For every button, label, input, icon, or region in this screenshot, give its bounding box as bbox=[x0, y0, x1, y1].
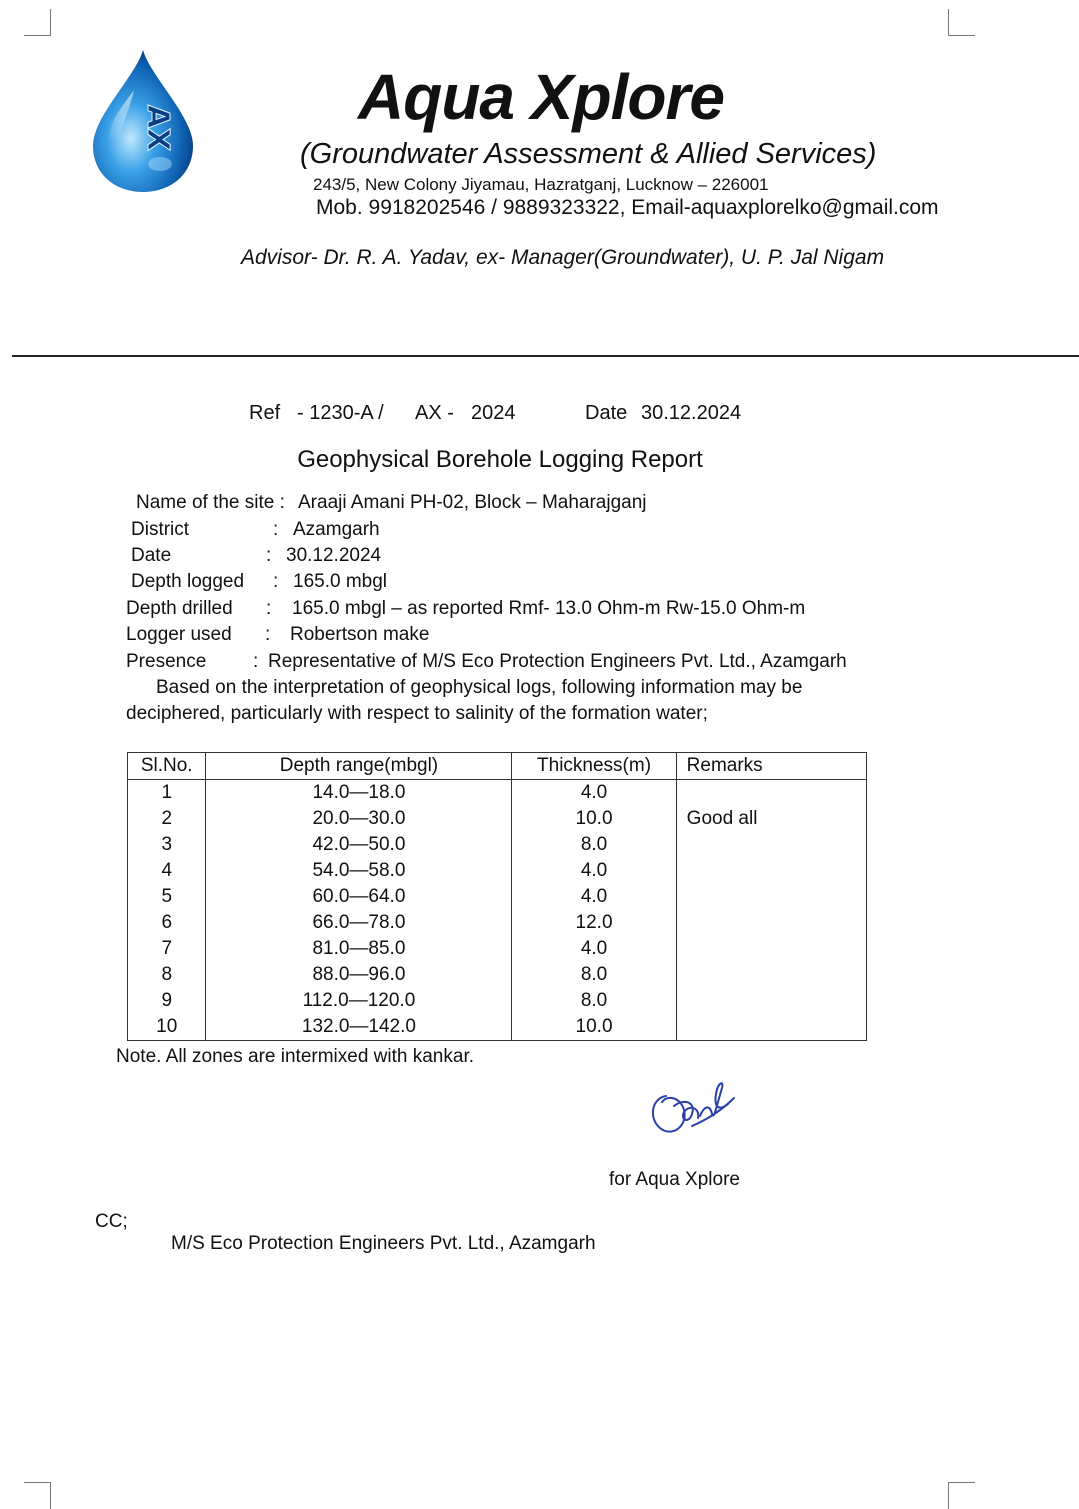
report-title: Geophysical Borehole Logging Report bbox=[297, 446, 703, 473]
cell-depth: 54.0—58.0 bbox=[206, 858, 512, 884]
table-row bbox=[128, 910, 867, 936]
cell-depth: 42.0—50.0 bbox=[206, 832, 512, 858]
cell-slno: 1 bbox=[128, 780, 206, 807]
col-header-thickness: Thickness(m) bbox=[512, 753, 676, 780]
cell-remarks bbox=[676, 910, 866, 936]
cell-depth: 66.0—78.0 bbox=[206, 910, 512, 936]
logger-value: Robertson make bbox=[290, 624, 430, 645]
cell-depth: 88.0—96.0 bbox=[206, 962, 512, 988]
depth-drilled-colon: : bbox=[266, 598, 272, 619]
logo-lettering: AX bbox=[140, 104, 175, 152]
ref-year: 2024 bbox=[471, 402, 516, 424]
ref-date: 30.12.2024 bbox=[641, 402, 742, 424]
district-label: District bbox=[131, 519, 190, 540]
cell-slno: 2 bbox=[128, 806, 206, 832]
table-row bbox=[128, 962, 867, 988]
cell-slno: 9 bbox=[128, 988, 206, 1014]
district-colon: : bbox=[273, 519, 279, 540]
date-value: 30.12.2024 bbox=[286, 545, 382, 566]
cell-thickness: 4.0 bbox=[512, 780, 676, 807]
logger-label: Logger used bbox=[126, 624, 232, 645]
table-row bbox=[128, 1014, 867, 1041]
company-tagline: (Groundwater Assessment & Allied Services) bbox=[300, 138, 877, 170]
cell-depth: 112.0—120.0 bbox=[206, 988, 512, 1014]
cell-thickness: 4.0 bbox=[512, 858, 676, 884]
crop-mark-top-left bbox=[24, 9, 51, 36]
table-header-row bbox=[128, 753, 867, 780]
cc-recipient: M/S Eco Protection Engineers Pvt. Ltd., Azamgarh bbox=[171, 1233, 596, 1254]
table-row bbox=[128, 858, 867, 884]
date-colon: : bbox=[266, 545, 272, 566]
col-header-slno: Sl.No. bbox=[128, 753, 206, 780]
depth-drilled-label: Depth drilled bbox=[126, 598, 233, 619]
table-row bbox=[128, 806, 867, 832]
crop-mark-top-right bbox=[948, 9, 975, 36]
cell-slno: 8 bbox=[128, 962, 206, 988]
ref-number: - 1230-A / bbox=[297, 402, 384, 424]
site-label: Name of the site : bbox=[136, 492, 285, 513]
cell-depth: 60.0—64.0 bbox=[206, 884, 512, 910]
depth-logged-value: 165.0 mbgl bbox=[293, 571, 388, 592]
table-row bbox=[128, 780, 867, 807]
cell-remarks bbox=[676, 780, 866, 807]
intro-line-1: Based on the interpretation of geophysical logs, following information may be bbox=[156, 677, 803, 698]
cell-thickness: 10.0 bbox=[512, 1014, 676, 1041]
note-text: Note. All zones are intermixed with kankar. bbox=[116, 1046, 475, 1067]
cell-depth: 132.0—142.0 bbox=[206, 1014, 512, 1041]
cell-thickness: 8.0 bbox=[512, 962, 676, 988]
cell-thickness: 8.0 bbox=[512, 832, 676, 858]
presence-colon: : bbox=[253, 651, 259, 672]
table-row bbox=[128, 988, 867, 1014]
intro-line-2: deciphered, particularly with respect to salinity of the formation water; bbox=[126, 703, 708, 724]
cell-depth: 20.0—30.0 bbox=[206, 806, 512, 832]
cell-thickness: 4.0 bbox=[512, 884, 676, 910]
table-row bbox=[128, 832, 867, 858]
advisor-line: Advisor- Dr. R. A. Yadav, ex- Manager(Groundwater), U. P. Jal Nigam bbox=[241, 246, 885, 269]
presence-value: Representative of M/S Eco Protection Engineers Pvt. Ltd., Azamgarh bbox=[268, 651, 847, 672]
cell-remarks bbox=[676, 962, 866, 988]
company-name: Aqua Xplore bbox=[358, 61, 724, 133]
ref-label: Ref bbox=[249, 402, 281, 424]
depth-drilled-value: 165.0 mbgl – as reported Rmf- 13.0 Ohm-m Rw-15.0 Ohm-m bbox=[292, 598, 806, 619]
depth-logged-label: Depth logged bbox=[131, 571, 245, 592]
col-header-remarks: Remarks bbox=[676, 753, 866, 780]
table-row bbox=[128, 936, 867, 962]
cell-slno: 4 bbox=[128, 858, 206, 884]
cell-thickness: 4.0 bbox=[512, 936, 676, 962]
table-row bbox=[128, 884, 867, 910]
cell-slno: 7 bbox=[128, 936, 206, 962]
signature bbox=[644, 1068, 740, 1142]
logger-colon: : bbox=[265, 624, 271, 645]
cell-remarks bbox=[676, 832, 866, 858]
header-divider bbox=[12, 355, 1079, 357]
cell-remarks bbox=[676, 858, 866, 884]
site-value: Araaji Amani PH-02, Block – Maharajganj bbox=[298, 492, 647, 513]
cell-thickness: 10.0 bbox=[512, 806, 676, 832]
company-contact: Mob. 9918202546 / 9889323322, Email-aquaxplorelko@gmail.com bbox=[316, 196, 939, 219]
company-address: 243/5, New Colony Jiyamau, Hazratganj, Lucknow – 226001 bbox=[313, 175, 769, 194]
water-drop-logo-icon bbox=[88, 46, 198, 196]
cell-depth: 81.0—85.0 bbox=[206, 936, 512, 962]
cell-remarks bbox=[676, 988, 866, 1014]
cell-slno: 5 bbox=[128, 884, 206, 910]
cell-remarks bbox=[676, 884, 866, 910]
cell-thickness: 8.0 bbox=[512, 988, 676, 1014]
col-header-depth: Depth range(mbgl) bbox=[206, 753, 512, 780]
ref-date-label: Date bbox=[585, 402, 628, 424]
cell-remarks: Good all bbox=[676, 806, 866, 832]
signoff-text: for Aqua Xplore bbox=[609, 1169, 740, 1190]
cell-remarks bbox=[676, 936, 866, 962]
cell-slno: 10 bbox=[128, 1014, 206, 1041]
cell-thickness: 12.0 bbox=[512, 910, 676, 936]
ref-ax: AX - bbox=[415, 402, 454, 424]
cell-slno: 3 bbox=[128, 832, 206, 858]
district-value: Azamgarh bbox=[293, 519, 380, 540]
cell-depth: 14.0—18.0 bbox=[206, 780, 512, 807]
cell-slno: 6 bbox=[128, 910, 206, 936]
cell-remarks bbox=[676, 1014, 866, 1041]
zones-table bbox=[127, 752, 867, 1041]
depth-logged-colon: : bbox=[273, 571, 279, 592]
date-label: Date bbox=[131, 545, 172, 566]
cc-label: CC; bbox=[95, 1211, 128, 1232]
presence-label: Presence bbox=[126, 651, 207, 672]
